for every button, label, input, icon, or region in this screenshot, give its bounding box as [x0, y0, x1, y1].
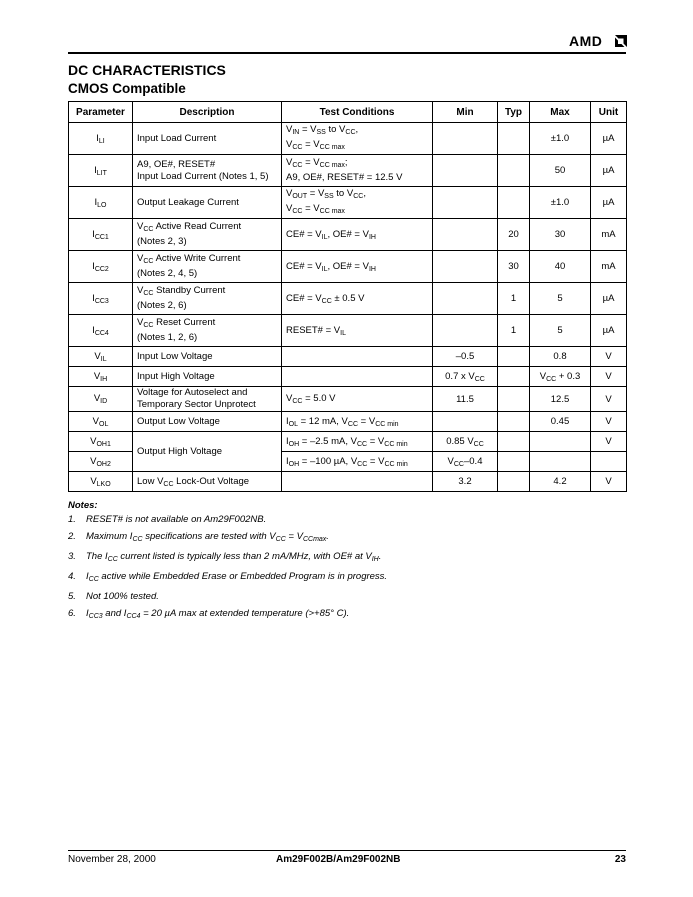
unit-cell: V [591, 412, 627, 432]
typ-cell [498, 155, 530, 187]
table-row [69, 187, 627, 219]
test-conditions-cell [282, 187, 433, 219]
typ-cell [498, 387, 530, 412]
note-item [68, 591, 626, 603]
max-cell: 5 [530, 283, 591, 315]
note-item [68, 514, 626, 526]
min-cell [433, 187, 498, 219]
condition-line: $V_{CC} = V_{CC max}$ [286, 138, 345, 151]
parameter-cell: $V_{IH}$ [69, 367, 133, 387]
max-cell: $V_{CC} + 0.3$ [530, 367, 591, 387]
description-line: $V_{CC}$ Active Read Current [137, 221, 242, 233]
description-line: Temporary Sector Unprotect [137, 399, 256, 410]
note-number: 6. [68, 608, 76, 619]
note-text: Not 100% tested. [86, 591, 159, 602]
unit-cell: mA [591, 219, 627, 251]
min-cell: 11.5 [433, 387, 498, 412]
table-row [69, 251, 627, 283]
condition-line: $V_{IN} = V_{SS}$ to $V_{CC}$, [286, 123, 359, 136]
parameter-cell: $I_{CC2}$ [69, 251, 133, 283]
note-number: 1. [68, 514, 76, 525]
max-cell: 0.45 [530, 412, 591, 432]
description-cell: Low $V_{CC}$ Lock-Out Voltage [133, 472, 282, 492]
note-text: $I_{CC}$ active while Embedded Erase or Embedded Program is in progress. [86, 571, 388, 583]
parameter-cell: $I_{CC4}$ [69, 315, 133, 347]
column-header: Test Conditions [282, 102, 433, 123]
max-cell: 0.8 [530, 347, 591, 367]
typ-cell [498, 452, 530, 472]
max-cell: 5 [530, 315, 591, 347]
test-conditions-cell [282, 123, 433, 155]
column-header: Typ [498, 102, 530, 123]
description-line: A9, OE#, RESET# [137, 158, 216, 170]
max-cell [530, 432, 591, 452]
table-header-row [69, 102, 627, 123]
column-header: Unit [591, 102, 627, 123]
note-text: $I_{CC3}$ and $I_{CC4} = 20$ µA max at extended temperature (>+85° C). [86, 608, 350, 620]
unit-cell: V [591, 347, 627, 367]
typ-cell: 1 [498, 283, 530, 315]
description-line: (Notes 1, 2, 6) [137, 332, 198, 343]
test-conditions-cell: CE# = $V_{CC} \pm 0.5$ V [282, 283, 433, 315]
description-cell [133, 387, 282, 412]
max-cell: 30 [530, 219, 591, 251]
description-cell [133, 315, 282, 347]
unit-cell: µA [591, 123, 627, 155]
test-conditions-cell: $I_{OH} = -2.5$ mA, $V_{CC} = V_{CC min}$ [282, 432, 433, 452]
parameter-cell: $V_{ID}$ [69, 387, 133, 412]
unit-cell: µA [591, 315, 627, 347]
typ-cell [498, 347, 530, 367]
table-row [69, 315, 627, 347]
min-cell: 0.7 x $V_{CC}$ [433, 367, 498, 387]
min-cell: 0.85 $V_{CC}$ [433, 432, 498, 452]
column-header: Description [133, 102, 282, 123]
min-cell [433, 315, 498, 347]
typ-cell: 20 [498, 219, 530, 251]
parameter-cell: $V_{OL}$ [69, 412, 133, 432]
max-cell: 4.2 [530, 472, 591, 492]
description-cell [133, 283, 282, 315]
description-line: (Notes 2, 6) [137, 300, 187, 311]
description-line: (Notes 2, 4, 5) [137, 268, 198, 279]
note-text: The $I_{CC}$ current listed is typically less than 2 mA/MHz, with OE# at $V_{IH}$. [86, 551, 382, 563]
test-conditions-cell: RESET# = $V_{IL}$ [282, 315, 433, 347]
min-cell: 3.2 [433, 472, 498, 492]
table-row [69, 155, 627, 187]
typ-cell [498, 123, 530, 155]
test-conditions-cell: CE# = $V_{IL}$, OE# = $V_{IH}$ [282, 219, 433, 251]
description-cell [133, 219, 282, 251]
unit-cell: V [591, 387, 627, 412]
note-number: 3. [68, 551, 76, 562]
table-row [69, 347, 627, 367]
description-cell: Input Low Voltage [133, 347, 282, 367]
min-cell [433, 412, 498, 432]
parameter-cell: $I_{LO}$ [69, 187, 133, 219]
min-cell: $V_{CC}-0.4$ [433, 452, 498, 472]
test-conditions-cell [282, 347, 433, 367]
max-cell: ±1.0 [530, 187, 591, 219]
page-subtitle: CMOS Compatible [68, 81, 186, 96]
description-cell: Output High Voltage [133, 432, 282, 472]
note-number: 2. [68, 531, 76, 542]
description-line: (Notes 2, 3) [137, 236, 187, 247]
footer-date: November 28, 2000 [68, 854, 156, 865]
table-row [69, 472, 627, 492]
unit-cell: µA [591, 155, 627, 187]
column-header: Min [433, 102, 498, 123]
description-line: $V_{CC}$ Standby Current [137, 285, 226, 297]
min-cell [433, 251, 498, 283]
max-cell: 50 [530, 155, 591, 187]
table-row [69, 387, 627, 412]
header-rule [68, 52, 626, 54]
note-item [68, 571, 626, 586]
table-row [69, 367, 627, 387]
note-number: 4. [68, 571, 76, 582]
page-number: 23 [614, 854, 626, 865]
test-conditions-cell [282, 155, 433, 187]
description-line: Voltage for Autoselect and [137, 387, 248, 398]
notes-title: Notes: [68, 500, 98, 511]
notes-section [68, 500, 626, 628]
unit-cell: µA [591, 187, 627, 219]
dc-characteristics-table [68, 101, 627, 492]
test-conditions-cell [282, 472, 433, 492]
logo-text: AMD [569, 33, 603, 49]
typ-cell [498, 187, 530, 219]
unit-cell: V [591, 472, 627, 492]
parameter-cell: $I_{LI}$ [69, 123, 133, 155]
parameter-cell: $I_{CC1}$ [69, 219, 133, 251]
note-text: Maximum $I_{CC}$ specifications are tested with $V_{CC} = V_{CCmax}$. [86, 531, 329, 543]
test-conditions-cell: CE# = $V_{IL}$, OE# = $V_{IH}$ [282, 251, 433, 283]
min-cell [433, 219, 498, 251]
condition-line: $V_{OUT} = V_{SS}$ to $V_{CC}$, [286, 187, 366, 200]
unit-cell [591, 452, 627, 472]
unit-cell: mA [591, 251, 627, 283]
table-row [69, 283, 627, 315]
description-line: Input Load Current (Notes 1, 5) [137, 170, 269, 182]
description-cell: Output Low Voltage [133, 412, 282, 432]
column-header: Parameter [69, 102, 133, 123]
description-line: $V_{CC}$ Active Write Current [137, 253, 241, 265]
max-cell: ±1.0 [530, 123, 591, 155]
min-cell: –0.5 [433, 347, 498, 367]
test-conditions-cell: $I_{OL} = 12$ mA, $V_{CC} = V_{CC min}$ [282, 412, 433, 432]
parameter-cell: $I_{LIT}$ [69, 155, 133, 187]
description-cell: Output Leakage Current [133, 187, 282, 219]
max-cell: 40 [530, 251, 591, 283]
table-row [69, 219, 627, 251]
max-cell [530, 452, 591, 472]
note-number: 5. [68, 591, 76, 602]
table-row [69, 432, 627, 452]
page-title: DC CHARACTERISTICS [68, 62, 226, 78]
description-cell [133, 155, 282, 187]
typ-cell [498, 367, 530, 387]
test-conditions-cell: $I_{OH} = -100$ µA, $V_{CC} = V_{CC min}$ [282, 452, 433, 472]
note-item [68, 551, 626, 566]
typ-cell: 1 [498, 315, 530, 347]
typ-cell [498, 412, 530, 432]
test-conditions-cell [282, 367, 433, 387]
max-cell: 12.5 [530, 387, 591, 412]
description-cell [133, 251, 282, 283]
unit-cell: V [591, 432, 627, 452]
min-cell [433, 155, 498, 187]
footer-rule [68, 850, 626, 851]
description-cell: Input Load Current [133, 123, 282, 155]
unit-cell: V [591, 367, 627, 387]
parameter-cell: $V_{OH1}$ [69, 432, 133, 452]
condition-line: $V_{CC} = V_{CC max}$; [286, 157, 348, 169]
description-cell: Input High Voltage [133, 367, 282, 387]
typ-cell [498, 472, 530, 492]
note-item [68, 531, 626, 546]
typ-cell [498, 432, 530, 452]
table-row [69, 412, 627, 432]
typ-cell: 30 [498, 251, 530, 283]
note-text: RESET# is not available on Am29F002NB. [86, 514, 267, 525]
description-line: $V_{CC}$ Reset Current [137, 317, 216, 329]
parameter-cell: $V_{IL}$ [69, 347, 133, 367]
amd-logo [569, 33, 627, 49]
table-row [69, 123, 627, 155]
column-header: Max [530, 102, 591, 123]
parameter-cell: $V_{LKO}$ [69, 472, 133, 492]
test-conditions-cell: $V_{CC} = 5.0$ V [282, 387, 433, 412]
amd-arrow-icon [615, 35, 627, 47]
parameter-cell: $V_{OH2}$ [69, 452, 133, 472]
condition-line: $V_{CC} = V_{CC max}$ [286, 202, 345, 215]
note-item [68, 608, 626, 623]
parameter-cell: $I_{CC3}$ [69, 283, 133, 315]
unit-cell: µA [591, 283, 627, 315]
min-cell [433, 283, 498, 315]
condition-line: A9, OE#, RESET# = 12.5 V [286, 172, 403, 183]
min-cell [433, 123, 498, 155]
footer-part-number: Am29F002B/Am29F002NB [276, 854, 401, 865]
